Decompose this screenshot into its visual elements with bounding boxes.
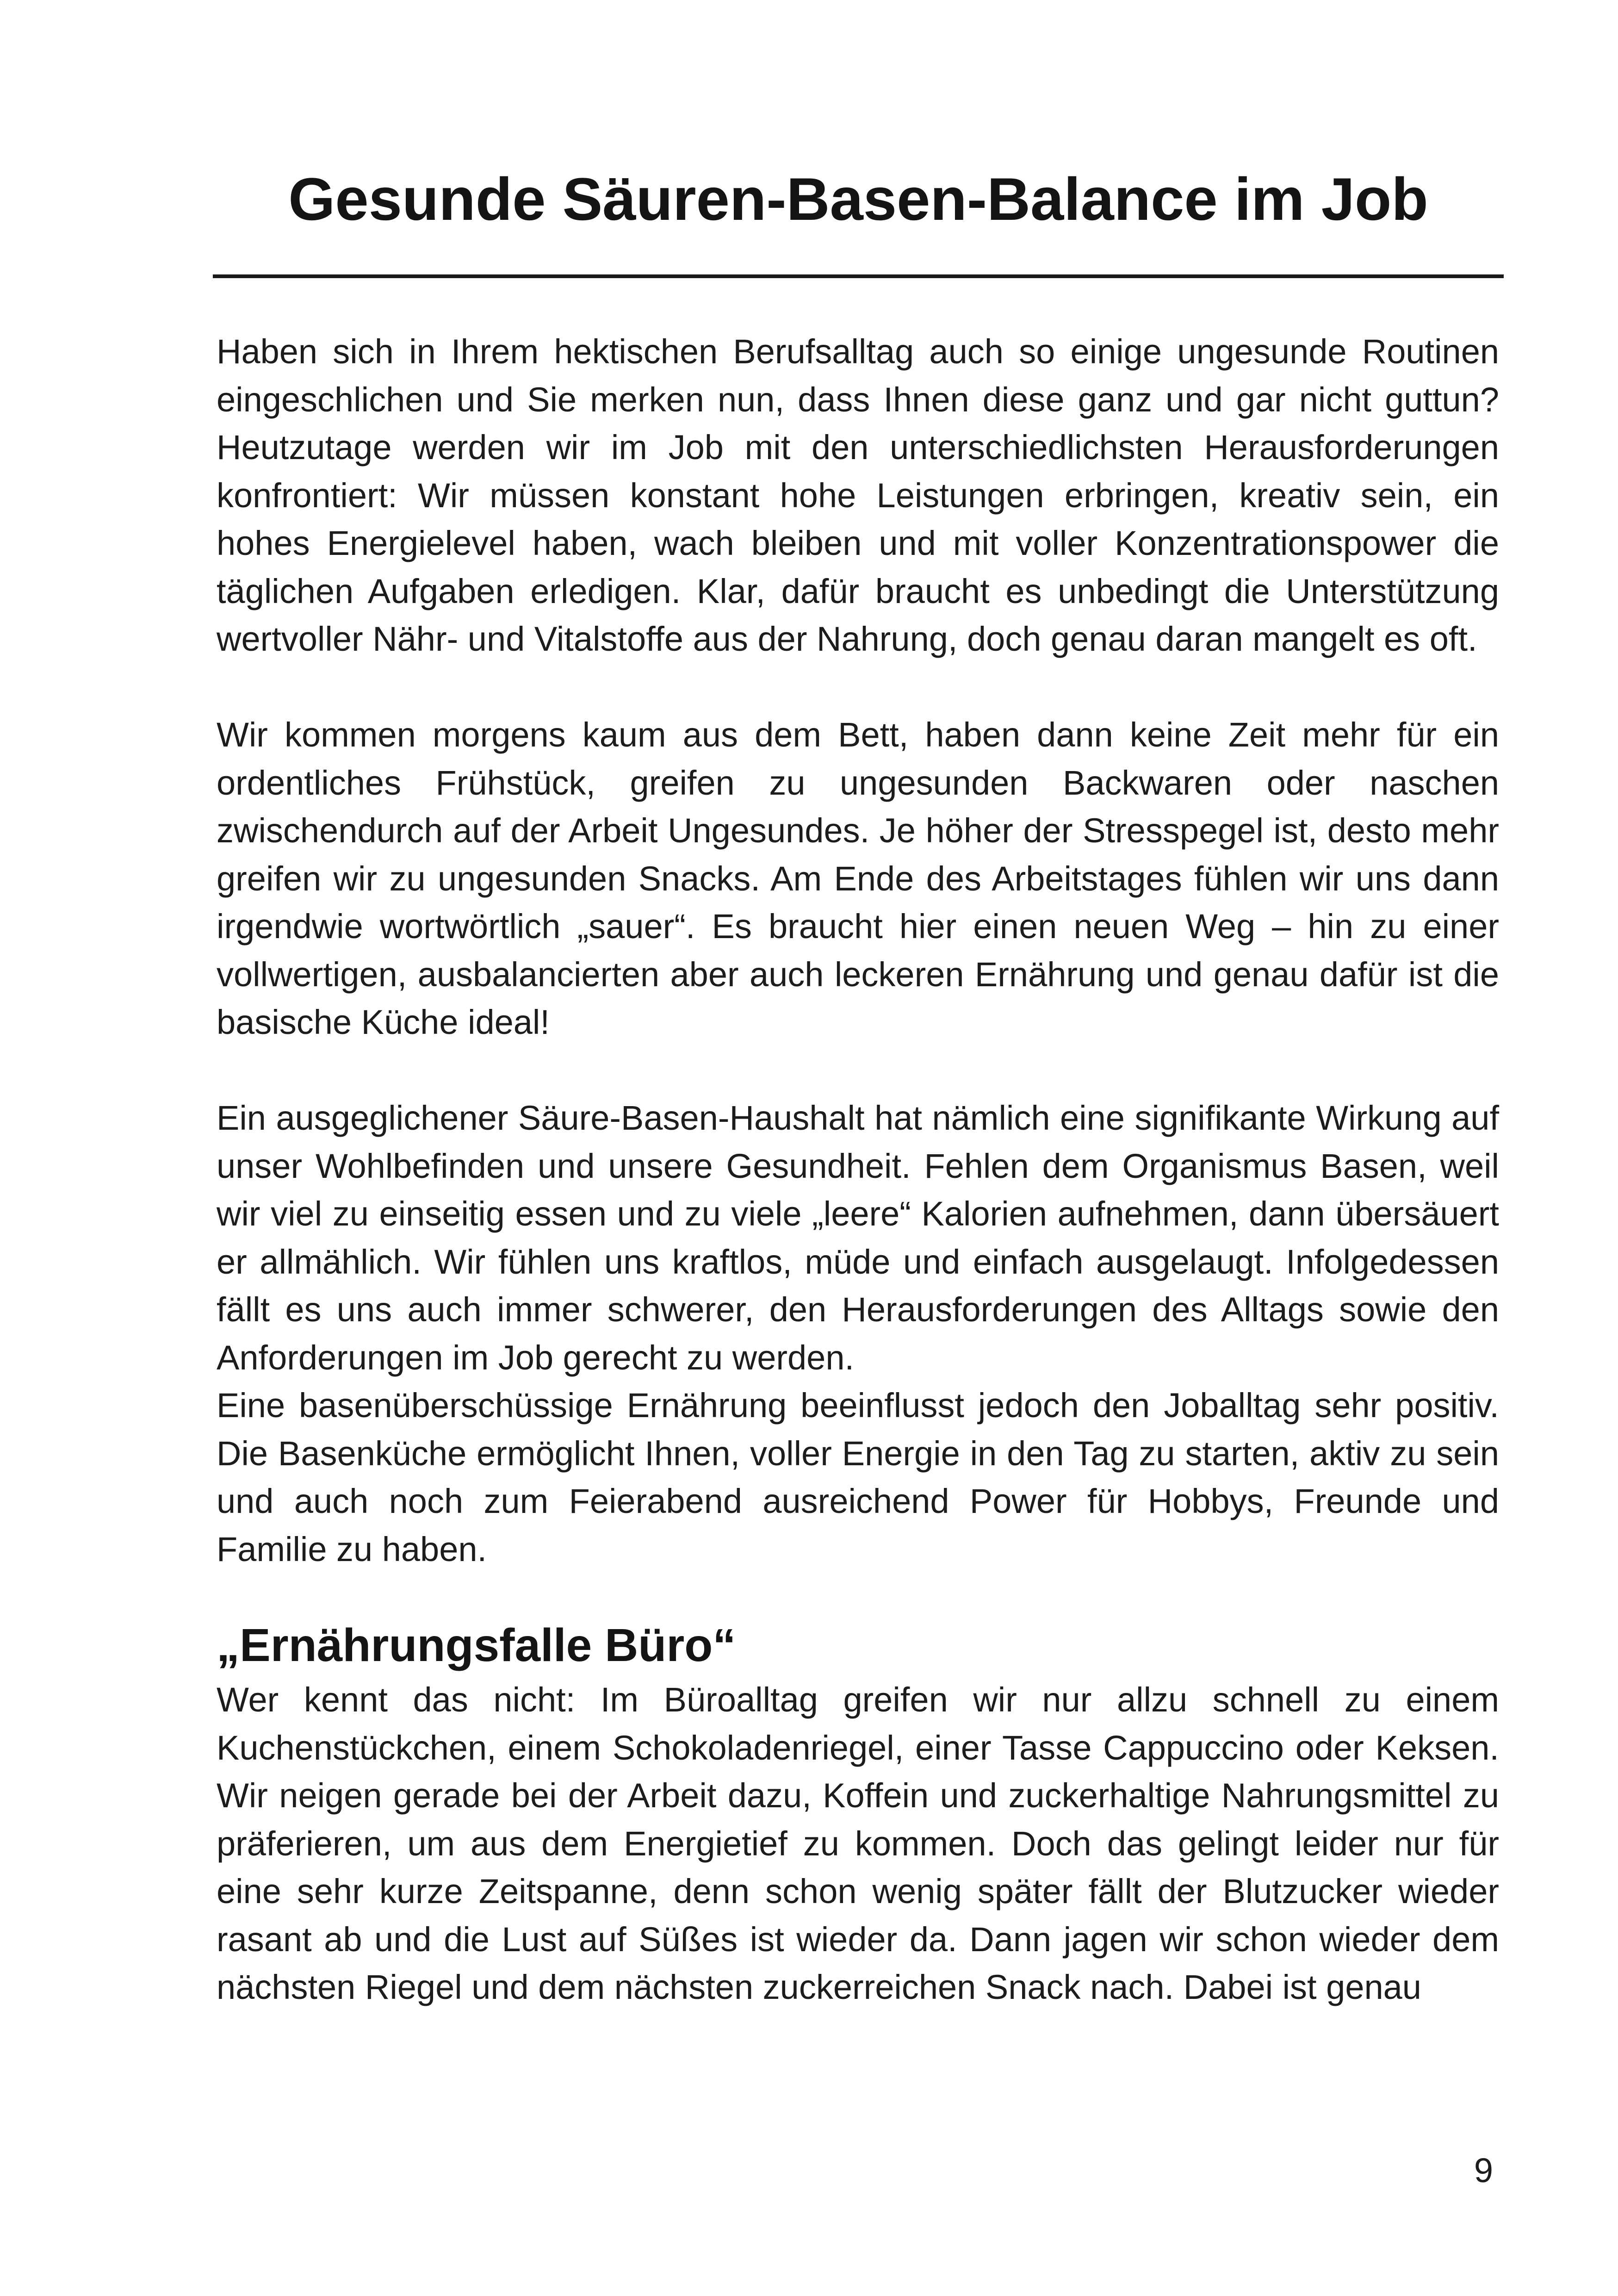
paragraph-gap — [217, 663, 1499, 711]
title-rule — [213, 274, 1504, 278]
page-number: 9 — [1474, 2151, 1493, 2190]
paragraph-2: Wir kommen morgens kaum aus dem Bett, haben dann keine Zeit mehr für ein ordentliches Frühstück, greifen zu ungesunden Backwaren oder naschen zwischendurch auf der Arbeit Ungesundes. Je höher der Stresspegel ist, desto mehr greifen wir zu ungesunden Snacks. Am Ende des Arbeitstages fühlen wir uns dann irgendwie wortwörtlich „sauer“. Es braucht hier einen neuen Weg – hin zu einer vollwertigen, ausbalancierten aber auch leckeren Ernährung und genau dafür ist die basische Küche ideal! — [217, 716, 1499, 1041]
paragraph-gap — [217, 1046, 1499, 1095]
body-text — [217, 328, 1499, 2011]
section-paragraph: Wer kennt das nicht: Im Büroalltag greifen wir nur allzu schnell zu einem Kuchenstückchen, einem Schokoladenriegel, einer Tasse Cappuccino oder Keksen. Wir neigen gerade bei der Arbeit dazu, Koffein und zuckerhaltige Nahrungsmittel zu präferieren, um aus dem Energietief zu kommen. Doch das gelingt leider nur für eine sehr kurze Zeitspanne, denn schon wenig später fällt der Blutzucker wieder rasant ab und die Lust auf Süßes ist wieder da. Dann jagen wir schon wieder dem nächsten Riegel und dem nächsten zuckerreichen Snack nach. Dabei ist genau — [217, 1680, 1499, 2006]
paragraph-4: Eine basenüberschüssige Ernährung beeinflusst jedoch den Joballtag sehr positiv. Die Basenküche ermöglicht Ihnen, voller Energie in den Tag zu starten, aktiv zu sein und auch noch zum Feierabend ausreichend Power für Hobbys, Freunde und Familie zu haben. — [217, 1386, 1499, 1568]
paragraph-3: Ein ausgeglichener Säure-Basen-Haushalt hat nämlich eine signifikante Wirkung auf unser Wohlbefinden und unsere Gesundheit. Fehlen dem Organismus Basen, weil wir viel zu einseitig essen und zu viele „leere“ Kalorien aufnehmen, dann übersäuert er allmählich. Wir fühlen uns kraftlos, müde und einfach ausgelaugt. Infolgedessen fällt es uns auch immer schwerer, den Herausforderungen des Alltags sowie den Anforderungen im Job gerecht zu werden. — [217, 1099, 1499, 1377]
page-title: Gesunde Säuren-Basen-Balance im Job — [288, 165, 1428, 233]
section-heading: „Ernährungsfalle Büro“ — [217, 1619, 736, 1671]
paragraph-1: Haben sich in Ihrem hektischen Berufsalltag auch so einige ungesunde Routinen eingeschlichen und Sie merken nun, dass Ihnen diese ganz und gar nicht guttun? Heutzutage werden wir im Job mit den unterschiedlichsten Herausforderungen konfrontiert: Wir müssen konstant hohe Leistungen erbringen, kreativ sein, ein hohes Energielevel haben, wach bleiben und mit voller Konzentrationspower die täglichen Aufgaben erledigen. Klar, dafür braucht es unbedingt die Unterstützung wertvoller Nähr- und Vitalstoffe aus der Nahrung, doch genau daran mangelt es oft. — [217, 332, 1499, 658]
